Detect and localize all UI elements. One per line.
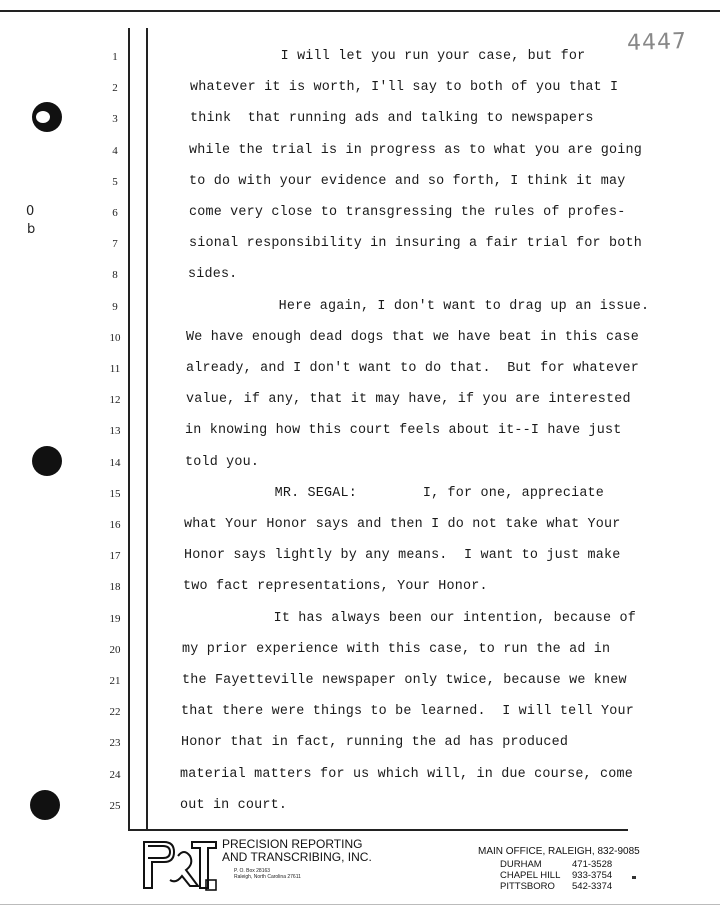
line-number: 14 <box>109 456 121 469</box>
scan-edge <box>0 904 720 905</box>
transcript-line: out in court. <box>180 797 288 813</box>
line-number: 22 <box>109 706 121 719</box>
line-number: 25 <box>109 799 121 812</box>
transcript-line: sional responsibility in insuring a fair trial for both <box>189 236 642 252</box>
transcript-line: in knowing how this court feels about it--I have just <box>185 423 622 439</box>
punch-hole-icon <box>30 790 60 820</box>
line-number: 13 <box>109 425 121 438</box>
office-phone: 933-3754 <box>572 870 613 881</box>
office-row <box>500 881 612 892</box>
line-number: 24 <box>109 768 121 781</box>
address-line-2: Raleigh, North Carolina 27611 <box>234 874 301 880</box>
office-list <box>500 859 612 892</box>
company-logo-icon <box>140 836 220 894</box>
side-mark: b <box>27 222 36 237</box>
transcript-line: I will let you run your case, but for <box>190 49 586 64</box>
top-rule <box>0 10 720 12</box>
transcript-line: the Fayetteville newspaper only twice, because we knew <box>182 673 627 688</box>
line-number: 3 <box>112 113 118 126</box>
punch-hole-icon <box>32 446 62 476</box>
transcript-line: to do with your evidence and so forth, I think it may <box>189 173 626 189</box>
line-number: 10 <box>109 331 121 344</box>
side-mark: 0 <box>26 204 35 219</box>
transcript-line: what Your Honor says and then I do not take what Your <box>184 517 621 532</box>
punch-hole-icon <box>32 102 62 132</box>
company-name-line-1: PRECISION REPORTING <box>222 837 363 851</box>
transcript-line: material matters for us which will, in due course, come <box>180 766 633 782</box>
transcript-line: already, and I don't want to do that. But for whatever <box>186 361 639 376</box>
bottom-rule <box>128 829 628 831</box>
transcript-line: told you. <box>185 454 260 470</box>
line-number: 19 <box>109 612 121 625</box>
line-number: 15 <box>109 487 121 500</box>
transcript-line: value, if any, that it may have, if you are interested <box>186 392 631 408</box>
transcript-line: MR. SEGAL: I, for one, appreciate <box>184 485 605 501</box>
line-number: 5 <box>112 175 118 188</box>
address-line-1: P. O. Box 28163 <box>234 868 271 874</box>
company-address <box>234 868 301 880</box>
line-number: 11 <box>109 363 121 375</box>
line-number: 8 <box>112 269 118 282</box>
company-name-line-2: AND TRANSCRIBING, INC. <box>222 850 372 864</box>
line-number: 2 <box>112 82 118 95</box>
office-city: PITTSBORO <box>500 881 555 892</box>
line-number: 6 <box>112 207 118 219</box>
line-number: 7 <box>112 238 118 251</box>
office-city: DURHAM <box>500 859 542 870</box>
page-stamp: 4447 <box>626 28 688 57</box>
transcript-line: sides. <box>188 267 238 283</box>
transcript-line: It has always been our intention, because of <box>183 610 636 626</box>
office-city: CHAPEL HILL <box>500 870 561 881</box>
transcript-line: while the trial is in progress as to what you are going <box>189 142 642 158</box>
line-number: 17 <box>109 550 121 563</box>
transcript-line: come very close to transgressing the rules of profes- <box>189 205 626 220</box>
line-number: 20 <box>109 643 121 656</box>
main-office: MAIN OFFICE, RALEIGH, 832-9085 <box>478 846 640 857</box>
line-number: 23 <box>109 737 121 750</box>
office-row <box>500 870 612 881</box>
transcript-line: Honor says lightly by any means. I want to just make <box>184 548 621 564</box>
company-name <box>222 838 372 864</box>
line-number: 9 <box>112 300 118 313</box>
transcript-line: two fact representations, Your Honor. <box>183 579 488 595</box>
line-number: 1 <box>112 51 118 63</box>
transcript-line: whatever it is worth, I'll say to both of you that I <box>190 80 619 96</box>
margin-rule-right <box>146 28 148 830</box>
line-number: 18 <box>109 581 121 594</box>
office-phone: 471-3528 <box>572 859 613 870</box>
line-number: 16 <box>109 519 121 531</box>
footer-mark <box>632 876 636 879</box>
office-row <box>500 859 612 870</box>
transcript-line: my prior experience with this case, to run the ad in <box>182 641 611 657</box>
transcript-line: that there were things to be learned. I will tell Your <box>181 704 634 720</box>
line-number: 12 <box>109 394 121 407</box>
transcript-line: Here again, I don't want to drag up an issue. <box>188 298 650 314</box>
transcript-line: We have enough dead dogs that we have beat in this case <box>186 329 639 345</box>
line-number: 21 <box>109 675 121 687</box>
transcript-line: Honor that in fact, running the ad has produced <box>181 735 569 751</box>
transcript-line: think that running ads and talking to newspapers <box>190 111 594 127</box>
line-number: 4 <box>112 144 118 157</box>
office-phone: 542-3374 <box>572 881 613 892</box>
